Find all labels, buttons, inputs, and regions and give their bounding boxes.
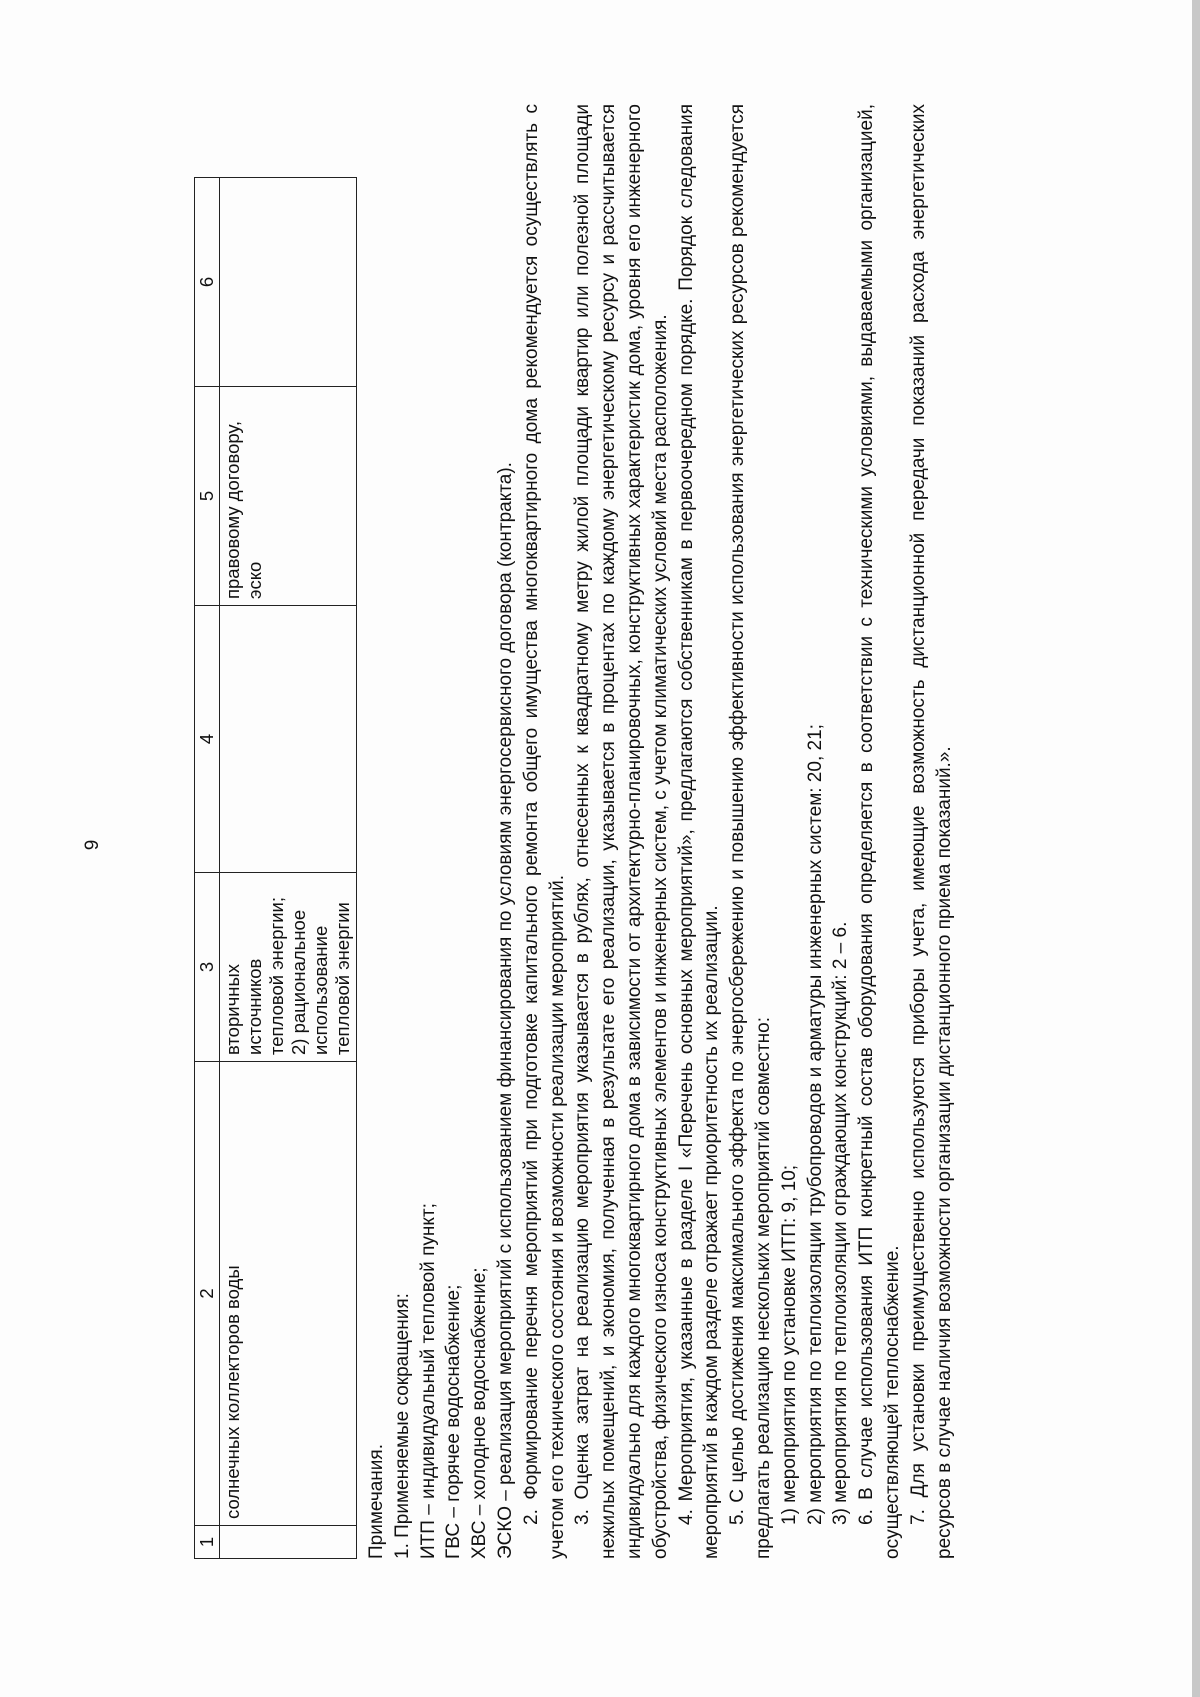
abbr-itp: ИТП – индивидуальный тепловой пункт; [417,1203,439,1559]
column-header-4: 4 [195,606,220,873]
continuation-table [194,177,357,1559]
column-header-6: 6 [195,178,220,387]
column-header-5: 5 [195,387,220,606]
notes-section [364,104,957,1559]
note-5-item-3: 3) мероприятия по теплоизоляции ограждающих конструкций: 2 – 6. [830,921,852,1525]
abbr-esko: ЭСКО – реализация мероприятий с использованием финансирования по условиям энергосервисного договора (контракта). [494,462,516,1559]
note-6: 6. В случае использования ИТП конкретный состав оборудования определяется в соответствии с техническими условиями, выдаваемыми организацией, осуществляющей теплоснабжение. [856,104,903,1559]
note-1-title: 1. Применяемые сокращения: [391,1293,413,1559]
table-header-row [195,178,220,1559]
table-cell-1 [220,1526,357,1559]
note-7: 7. Для установки преимущественно используются приборы учета, имеющие возможность дистанционной передачи показаний расхода энергетических ресурсов в случае наличия возможности организации дистанционного приема показаний.». [907,104,955,1559]
abbr-hvs: ХВС – холодное водоснабжение; [469,1267,491,1559]
note-2: 2. Формирование перечня мероприятий при подготовке капитального ремонта общего имущества многоквартирного дома рекомендуется осуществлять с учетом его технического состояния и возможности реализации мероприятий. [520,104,568,1559]
note-5: 5. С целью достижения максимального эффекта по энергосбережению и повышению эффективности использования энергетических ресурсов рекомендуется предлагать реализацию нескольких мероприятий совместно: [727,104,774,1559]
table-row [220,178,357,1559]
column-header-1: 1 [195,1526,220,1559]
note-3: 3. Оценка затрат на реализацию мероприятия указывается в рублях, отнесенных к квадратному метру жилой площади квартир или полезной площади нежилых помещений, и экономия, полученная в результате его реализации, указывается в процентах по каждому энергетическому ресурсу и рассчитывается индивидуально для каждого многоквартирного дома в зависимости от архитектурно-планировочных, конструктивных характеристик дома, уровня его инженерного обустройства, физического износа конструктивных элементов и инженерных систем, с учетом климатических условий места расположения. [572,104,671,1559]
abbr-gvs: ГВС – горячее водоснабжение; [443,1284,465,1559]
table-cell-2: солнечных коллекторов воды [220,1062,357,1526]
note-4: 4. Мероприятия, указанные в разделе I «Перечень основных мероприятий», предлагаются собственникам в первоочередном порядке. Порядок следования мероприятий в каждом разделе отражает приоритетность их реализации. [675,104,723,1559]
column-header-3: 3 [195,873,220,1062]
notes-heading: Примечания. [366,1444,387,1559]
note-5-item-1: 1) мероприятия по установке ИТП: 9, 10; [778,1164,800,1525]
column-header-2: 2 [195,1062,220,1526]
table-cell-6 [220,178,357,387]
note-5-item-2: 2) мероприятия по теплоизоляции трубопроводов и арматуры инженерных систем: 20, 21; [804,724,826,1525]
table-cell-4 [220,606,357,873]
table-cell-3: вторичных источников тепловой энергии; 2) рациональное использование тепловой энергии [220,873,357,1062]
table-cell-5: правовому договору, эско [220,387,357,606]
page-number: 9 [82,839,103,851]
